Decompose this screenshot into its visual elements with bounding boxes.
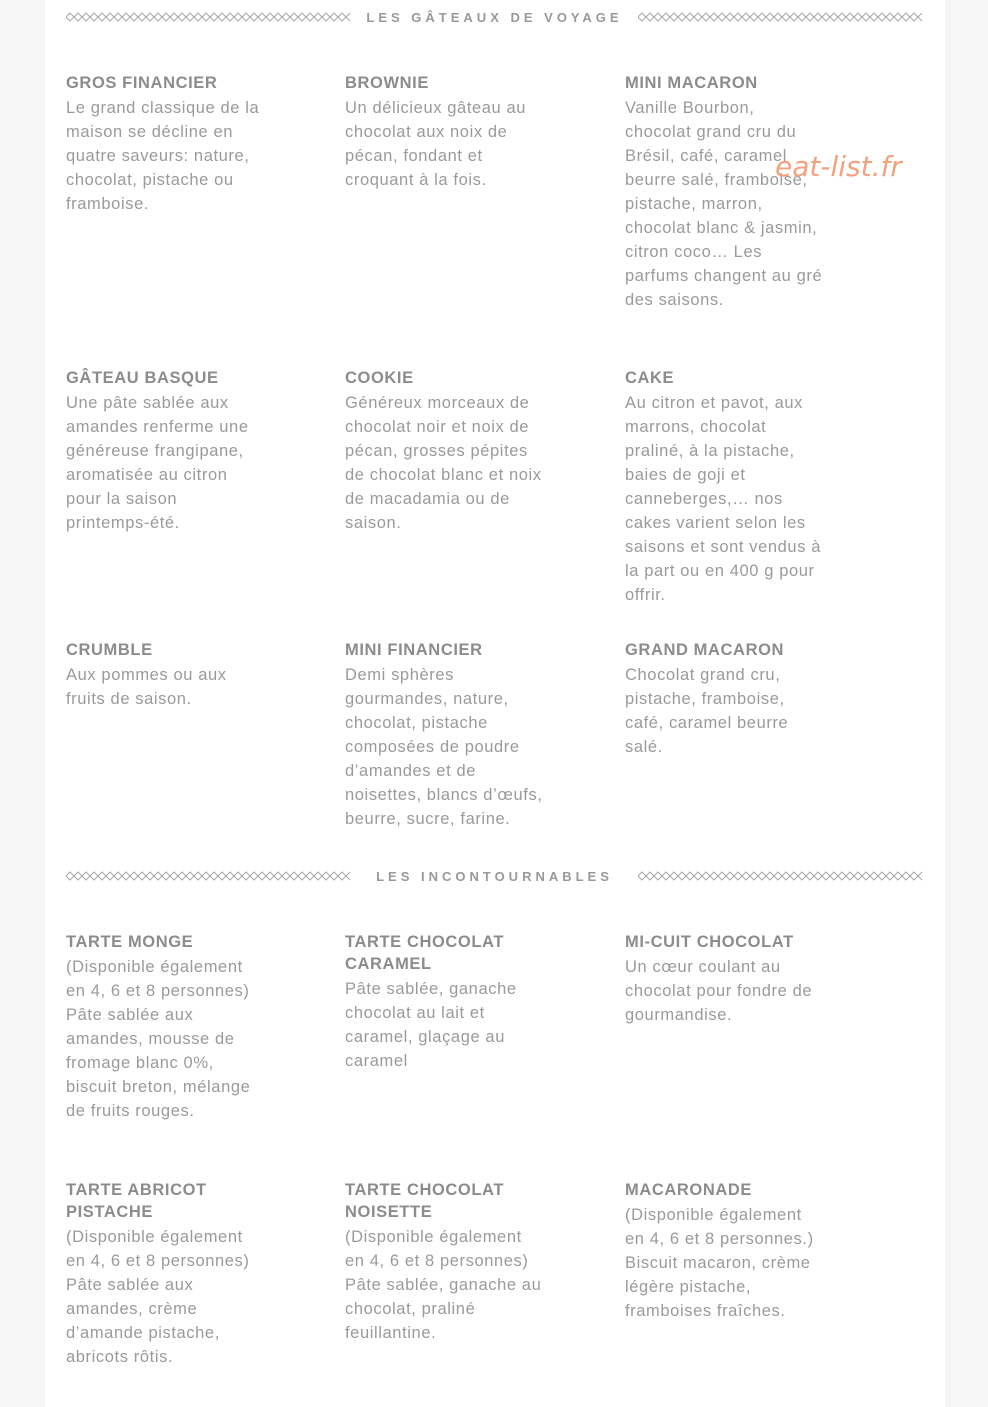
item-description: Vanille Bourbon, chocolat grand cru du Brésil, café, caramel beurre salé, framboise, pistache, marron, chocolat blanc & jasmin, citron coco… Les parfums changent au gré des saisons. bbox=[625, 99, 823, 309]
item-description: Généreux morceaux de chocolat noir et noix de pécan, grosses pépites de chocolat blanc et noix de macadamia ou de saison. bbox=[345, 394, 542, 532]
menu-item-tarte-chocolat-noisette bbox=[345, 1179, 545, 1345]
item-description: Un cœur coulant au chocolat pour fondre de gourmandise. bbox=[625, 958, 813, 1024]
item-name: BROWNIE bbox=[345, 74, 429, 92]
item-name: CRUMBLE bbox=[66, 641, 153, 659]
menu-item-macaronade bbox=[625, 1179, 825, 1323]
section-divider-incontournables bbox=[66, 866, 923, 886]
item-name: COOKIE bbox=[345, 369, 414, 387]
item-name: MINI MACARON bbox=[625, 74, 758, 92]
item-description: (Disponible également en 4, 6 et 8 personnes) Pâte sablée aux amandes, mousse de fromage blanc 0%, biscuit breton, mélange de fruits rouges. bbox=[66, 958, 251, 1120]
item-name: TARTE MONGE bbox=[66, 933, 194, 951]
zigzag-ornament-right bbox=[638, 12, 923, 22]
item-description: Chocolat grand cru, pistache, framboise, café, caramel beurre salé. bbox=[625, 666, 789, 756]
item-name: TARTE CHOCOLAT CARAMEL bbox=[345, 933, 505, 973]
item-name: GRAND MACARON bbox=[625, 641, 785, 659]
menu-item-mini-macaron bbox=[625, 72, 825, 312]
menu-item-tarte-chocolat-caramel bbox=[345, 931, 545, 1073]
item-description: (Disponible également en 4, 6 et 8 personnes) Pâte sablée, ganache au chocolat, praliné feuillantine. bbox=[345, 1228, 542, 1342]
section-title-incontournables: LES INCONTOURNABLES bbox=[376, 868, 613, 884]
item-name: MACARONADE bbox=[625, 1181, 752, 1199]
zigzag-ornament-left bbox=[66, 12, 351, 22]
item-description: (Disponible également en 4, 6 et 8 personnes.) Biscuit macaron, crème légère pistache, framboises fraîches. bbox=[625, 1206, 814, 1320]
item-description: Pâte sablée, ganache chocolat au lait et caramel, glaçage au caramel bbox=[345, 980, 517, 1070]
item-name: MINI FINANCIER bbox=[345, 641, 483, 659]
item-description: Aux pommes ou aux fruits de saison. bbox=[66, 666, 227, 708]
item-name: GROS FINANCIER bbox=[66, 74, 218, 92]
item-name: TARTE ABRICOT PISTACHE bbox=[66, 1181, 207, 1221]
menu-item-mi-cuit-chocolat bbox=[625, 931, 825, 1027]
item-name: TARTE CHOCOLAT NOISETTE bbox=[345, 1181, 505, 1221]
menu-item-gros-financier bbox=[66, 72, 266, 216]
item-name: GÂTEAU BASQUE bbox=[66, 369, 219, 387]
menu-item-gateau-basque bbox=[66, 367, 266, 535]
watermark-text: eat-list.fr bbox=[775, 150, 902, 183]
menu-item-cookie bbox=[345, 367, 545, 535]
menu-item-brownie bbox=[345, 72, 545, 192]
item-description: Au citron et pavot, aux marrons, chocolat praliné, à la pistache, baies de goji et canneberges,… nos cakes varient selon les saisons et sont vendus à la part ou en 400 g pour offrir. bbox=[625, 394, 822, 604]
item-description: Le grand classique de la maison se décline en quatre saveurs: nature, chocolat, pistache ou framboise. bbox=[66, 99, 260, 213]
zigzag-ornament-left bbox=[66, 871, 351, 881]
menu-item-cake bbox=[625, 367, 825, 607]
menu-item-tarte-monge bbox=[66, 931, 266, 1123]
menu-item-grand-macaron bbox=[625, 639, 825, 759]
menu-item-crumble bbox=[66, 639, 266, 711]
section-divider-gateaux-de-voyage bbox=[66, 7, 923, 27]
item-description: Demi sphères gourmandes, nature, chocolat, pistache composées de poudre d’amandes et de noisettes, blancs d’œufs, beurre, sucre, farine. bbox=[345, 666, 543, 828]
menu-item-mini-financier bbox=[345, 639, 545, 831]
item-name: MI-CUIT CHOCOLAT bbox=[625, 933, 794, 951]
item-description: (Disponible également en 4, 6 et 8 personnes) Pâte sablée aux amandes, crème d’amande pistache, abricots rôtis. bbox=[66, 1228, 250, 1366]
menu-item-tarte-abricot-pistache bbox=[66, 1179, 266, 1369]
item-description: Une pâte sablée aux amandes renferme une généreuse frangipane, aromatisée au citron pour la saison printemps-été. bbox=[66, 394, 249, 532]
zigzag-ornament-right bbox=[638, 871, 923, 881]
item-description: Un délicieux gâteau au chocolat aux noix de pécan, fondant et croquant à la fois. bbox=[345, 99, 527, 189]
section-title-gateaux-de-voyage: LES GÂTEAUX DE VOYAGE bbox=[366, 9, 623, 25]
item-name: CAKE bbox=[625, 369, 675, 387]
menu-page bbox=[45, 0, 945, 1407]
